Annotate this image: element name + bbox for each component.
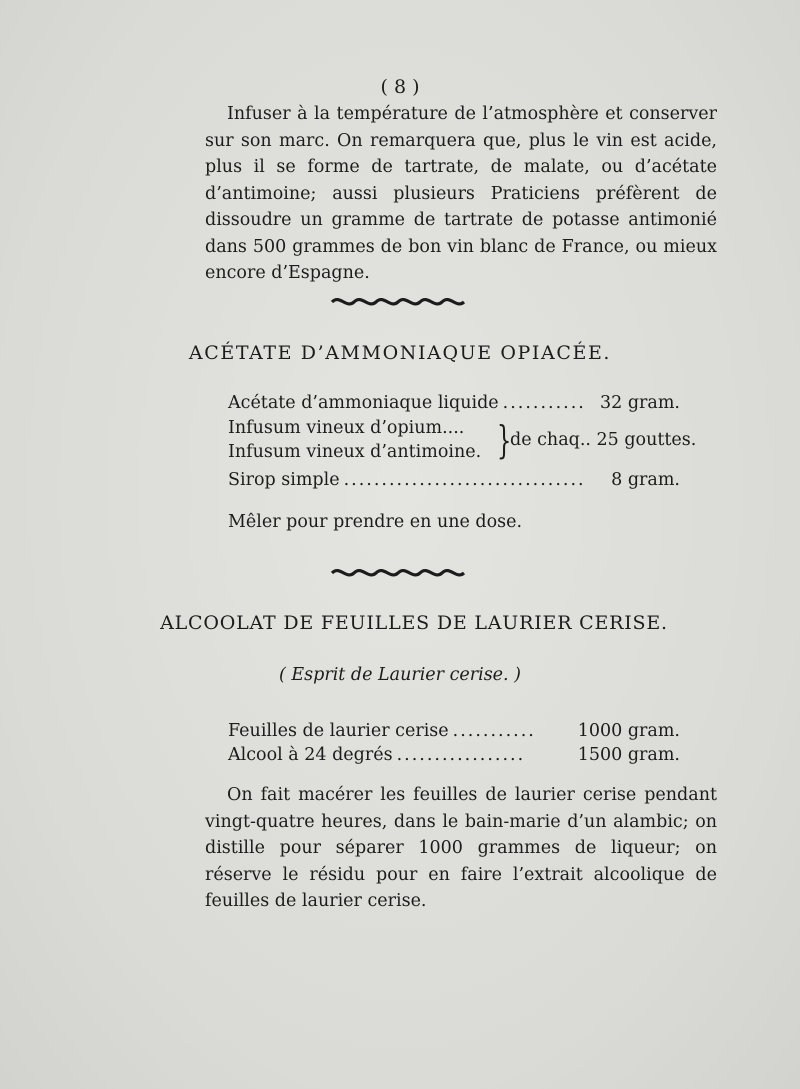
ornament-divider-2 [0,565,800,584]
ingredient-qty: 1000 gram. [577,721,680,741]
section2-title: ALCOOLAT DE FEUILLES DE LAURIER CERISE. [160,612,668,634]
section1-instruction: Mêler pour prendre en une dose. [228,512,523,532]
leader-dots: ........... [502,393,586,413]
grouped-qty: de chaq.. 25 gouttes. [510,430,697,450]
ingredient-qty: 32 gram. [600,393,680,413]
grouped-ingredient-2: Infusum vineux d’antimoine. [228,442,482,462]
ingredient-row [228,745,680,769]
wave-ornament-icon [330,566,470,580]
ingredient-name: Sirop simple [228,470,340,490]
ingredient-name: Feuilles de laurier cerise [228,721,449,741]
page-number: ( 8 ) [380,76,420,98]
intro-paragraph: Infuser à la température de l’atmosphère et conserver sur son marc. On remarquera que, plus le vin est acide, plus il se forme de tartrate, de malate, ou d’acétate d’antimoine; aussi plusieurs Praticiens préfèrent de dissoudre un gramme de tartrate de potasse antimonié dans 500 grammes de bon vin blanc de France, ou mieux encore d’Espagne. [205,104,717,283]
ingredient-qty: 1500 gram. [577,745,680,765]
leader-dots: ................. [396,745,526,765]
grouped-ingredients [228,418,708,468]
section2-subtitle: ( Esprit de Laurier cerise. ) [278,665,521,685]
ingredient-name: Acétate d’ammoniaque liquide [228,393,499,413]
leader-dots: ........... [452,721,536,741]
brace-symbol: } [496,418,512,462]
wave-ornament-icon [330,295,470,309]
grouped-ingredient-1: Infusum vineux d’opium.... [228,418,465,438]
ingredient-row [228,470,680,494]
ingredient-row [228,393,680,417]
leader-dots: ................................ [343,470,586,490]
ingredient-name: Alcool à 24 degrés [228,745,393,765]
ornament-divider-1 [0,294,800,313]
section2-paragraph: On fait macérer les feuilles de laurier cerise pendant vingt-quatre heures, dans le bain-marie d’un alambic; on distille pour séparer 1000 grammes de liqueur; on réserve le résidu pour en faire l’extrait alcoolique de feuilles de laurier cerise. [205,785,717,911]
ingredient-qty: 8 gram. [611,470,680,490]
section1-title: ACÉTATE D’AMMONIAQUE OPIACÉE. [188,342,612,364]
ingredient-row [228,721,680,745]
